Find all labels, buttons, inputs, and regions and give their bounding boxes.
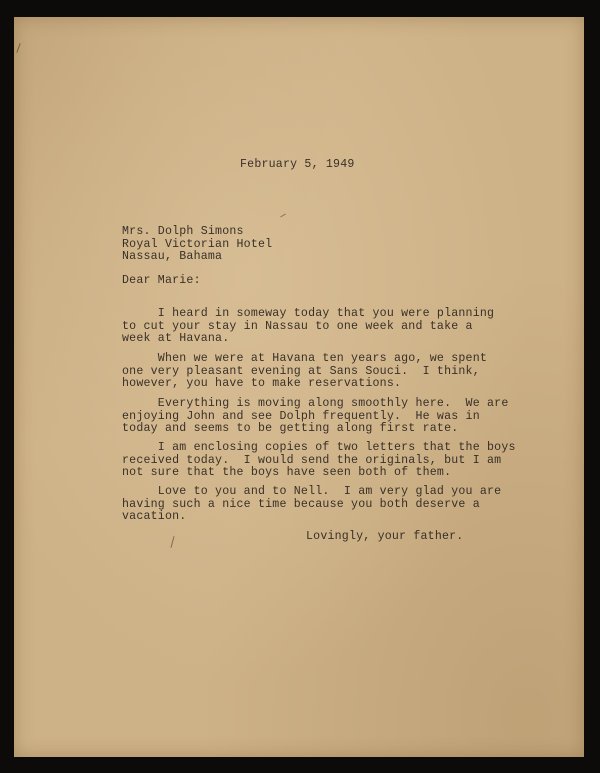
recipient-hotel: Royal Victorian Hotel: [122, 237, 273, 251]
paragraph-line: Love to you and to Nell. I am very glad you are: [122, 485, 502, 498]
letter-page: [14, 17, 584, 757]
pencil-tick-mark: [170, 536, 174, 548]
salutation: Dear Marie:: [122, 274, 201, 287]
paragraph-line: When we were at Havana ten years ago, we spent: [122, 352, 488, 365]
paragraph-line: received today. I would send the originals, but I am: [122, 453, 502, 467]
paragraph-line: one very pleasant evening at Sans Souci. I think,: [122, 364, 480, 378]
paragraph-line: I heard in someway today that you were planning: [122, 307, 495, 320]
body-paragraph: [122, 486, 501, 524]
body-paragraph: [122, 398, 509, 436]
paragraph-line: not sure that the boys have seen both of them.: [122, 466, 452, 480]
body-paragraph: [122, 353, 487, 391]
paper-blemish: [16, 43, 20, 53]
body-paragraph: [122, 308, 494, 346]
recipient-name: Mrs. Dolph Simons: [122, 225, 244, 238]
paragraph-line: having such a nice time because you both deserve a: [122, 497, 480, 511]
paragraph-line: however, you have to make reservations.: [122, 377, 402, 391]
paragraph-line: I am enclosing copies of two letters that the boys: [122, 441, 516, 454]
paper-blemish: [280, 214, 286, 218]
paragraph-line: today and seems to be getting along first rate.: [122, 422, 459, 436]
paragraph-line: week at Havana.: [122, 332, 230, 346]
paragraph-line: vacation.: [122, 510, 187, 524]
closing-signoff: Lovingly, your father.: [306, 530, 464, 543]
recipient-address: [122, 226, 272, 264]
recipient-city: Nassau, Bahama: [122, 250, 223, 264]
letter-date: February 5, 1949: [240, 158, 355, 171]
paragraph-line: enjoying John and see Dolph frequently. He was in: [122, 409, 480, 423]
paragraph-line: to cut your stay in Nassau to one week and take a: [122, 319, 473, 333]
paragraph-line: Everything is moving along smoothly here. We are: [122, 397, 509, 410]
body-paragraph: [122, 442, 516, 480]
